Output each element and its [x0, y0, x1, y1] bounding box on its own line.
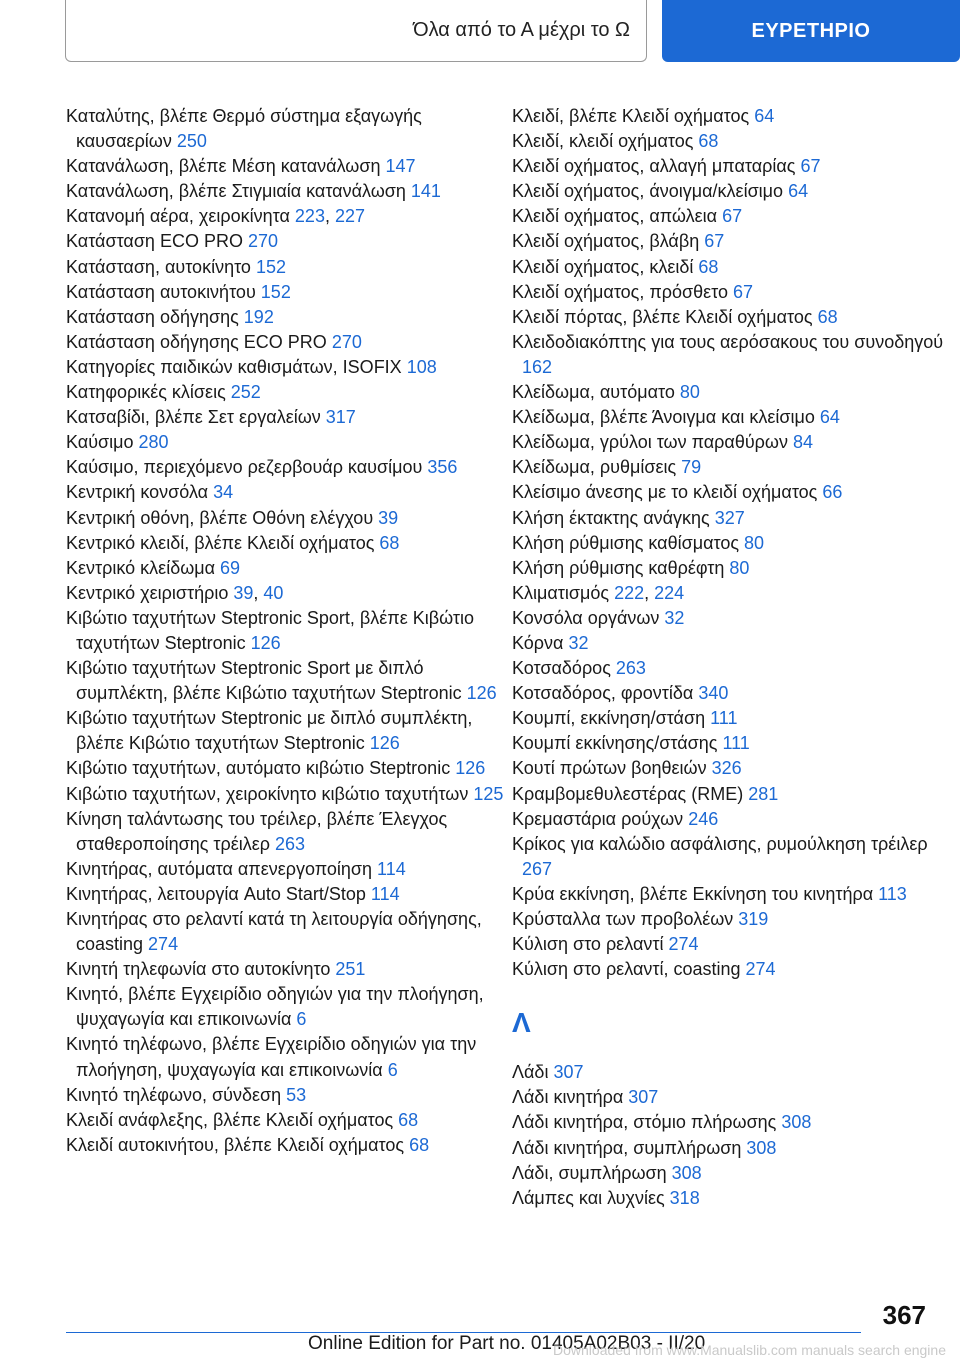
index-entry [512, 129, 952, 154]
index-entry-text: Κλήση ρύθμισης καθρέφτη [512, 557, 730, 578]
page-link[interactable]: 84 [792, 432, 814, 453]
index-entry: Κεντρικό χειριστήριο 39, 40 [66, 582, 284, 603]
index-entry-text: Καταλύτης, βλέπε Θερμό σύστημα εξαγωγής καυσαερίων [66, 106, 422, 152]
index-entry [66, 782, 506, 807]
index-entry [512, 907, 952, 932]
page-link[interactable]: 6 [296, 1009, 307, 1030]
index-entry-text: Κλειδί οχήματος, άνοιγμα/κλείσιμο [512, 181, 789, 202]
page-link[interactable]: 68 [698, 256, 719, 277]
index-entry [66, 179, 506, 204]
page-link[interactable]: 114 [377, 858, 406, 879]
index-entry-text: Κραμβομεθυλεστέρας (RME) [512, 783, 749, 804]
index-entry-text: Κλιματισμός [512, 582, 615, 603]
page-link[interactable]: 274 [668, 934, 699, 955]
index-entry-text: Κρύα εκκίνηση, βλέπε Εκκίνηση του κινητήρα [512, 883, 879, 904]
index-entry [66, 957, 506, 982]
page-link[interactable]: 270 [331, 331, 362, 352]
page-link[interactable]: 274 [745, 959, 776, 980]
page-link[interactable]: 267 [522, 858, 553, 879]
index-entry-text: Κονσόλα οργάνων [512, 607, 665, 628]
index-entry [512, 656, 952, 681]
index-entry-text: Λάμπες και λυχνίες [512, 1187, 670, 1208]
page-link[interactable]: 141 [410, 181, 441, 202]
page-link[interactable]: 126 [455, 758, 486, 779]
page-link[interactable]: 308 [671, 1162, 702, 1183]
page-link[interactable]: 327 [714, 507, 745, 528]
index-entry [66, 355, 506, 380]
page-link[interactable]: 356 [427, 457, 458, 478]
index-entry-text: Κατσαβίδι, βλέπε Σετ εργαλείων [66, 407, 326, 428]
index-entry [66, 531, 506, 556]
index-entry [66, 154, 506, 179]
index-entry-text: Λάδι κινητήρα, στόμιο πλήρωσης [512, 1112, 782, 1133]
index-entry [512, 1085, 952, 1110]
index-entry-text: Κλείσιμο άνεσης με το κλειδί οχήματος [512, 482, 823, 503]
index-entry [512, 154, 952, 179]
index-entry [512, 204, 952, 229]
index-entry-text: Λάδι κινητήρα, συμπλήρωση [512, 1137, 747, 1158]
page-link[interactable]: 64 [754, 106, 775, 126]
page-link[interactable]: 250 [176, 131, 207, 152]
index-entry [66, 430, 506, 455]
page-link[interactable]: 111 [722, 733, 750, 754]
index-entry [66, 1133, 506, 1158]
page-link[interactable]: 227 [334, 206, 366, 227]
page-link[interactable]: 192 [243, 306, 274, 327]
page-link[interactable]: 68 [817, 306, 838, 327]
index-entry-text: Κουτί πρώτων βοηθειών [512, 758, 712, 779]
index-entry [512, 932, 952, 957]
page-link[interactable]: 64 [819, 407, 840, 428]
index-entry-text: Κύλιση στο ρελαντί [512, 934, 669, 955]
index-entry-text: Κλήση έκτακτης ανάγκης [512, 507, 715, 528]
index-entry-text: Κεντρική κονσόλα [66, 482, 214, 503]
index-entry [512, 1136, 952, 1161]
index-entry-text: Κουμπί εκκίνησης/στάσης [512, 733, 723, 754]
page-number: 367 [882, 1300, 926, 1330]
page-link[interactable]: 126 [250, 632, 281, 653]
index-entry [512, 606, 952, 631]
page-link[interactable]: 319 [738, 909, 769, 929]
index-entry-text: Κατανάλωση, βλέπε Στιγμιαία κατανάλωση [66, 181, 411, 202]
page-link[interactable]: 162 [522, 356, 553, 377]
index-entry [512, 255, 952, 280]
index-entry-text: Κιβώτιο ταχυτήτων Steptronic Sport με διπλό συμπλέκτη, βλέπε Κιβώτιο ταχυτήτων Steptronic [66, 658, 467, 704]
index-entry-text: Κινητήρας στο ρελαντί κατά τη λειτουργία οδήγησης, coasting [66, 909, 482, 955]
index-entry [512, 506, 952, 531]
page-link[interactable]: 126 [466, 683, 497, 704]
index-entry [512, 305, 952, 330]
page-link[interactable]: 68 [398, 1109, 419, 1130]
index-entry [512, 706, 952, 731]
index-entry-text: Κλειδί αυτοκινήτου, βλέπε Κλειδί οχήματος [66, 1134, 410, 1155]
index-entry-text: Κλειδοδιακόπτης για τους αερόσακους του συνοδηγού [512, 331, 944, 352]
index-entry [66, 807, 506, 857]
page-link[interactable]: 274 [148, 934, 179, 955]
index-entry [66, 305, 506, 330]
index-entry-text: Κατάσταση οδήγησης [66, 306, 244, 327]
page-link[interactable]: 67 [704, 231, 725, 252]
index-entry-text: Κλειδί ανάφλεξης, βλέπε Κλειδί οχήματος [66, 1109, 399, 1130]
index-entry [66, 857, 506, 882]
index-entry [66, 606, 506, 656]
index-entry-text: Κινητό τηλέφωνο, βλέπε Εγχειρίδιο οδηγιών για την πλοήγηση, ψυχαγωγία και επικοινωνία [66, 1034, 477, 1080]
index-column-right [512, 104, 952, 1211]
index-entry: Κλιματισμός 222, 224 [512, 582, 685, 603]
page-link[interactable]: 251 [335, 959, 366, 980]
page-link[interactable]: 224 [654, 582, 685, 603]
index-entry [66, 1108, 506, 1133]
index-entry-text: Κλειδί πόρτας, βλέπε Κλειδί οχήματος [512, 306, 818, 327]
index-entry [512, 1060, 952, 1085]
page-link[interactable]: 280 [138, 432, 169, 453]
page-link[interactable]: 270 [247, 231, 279, 252]
index-entry-text: Κιβώτιο ταχυτήτων Steptronic με διπλό συμπλέκτη, βλέπε Κιβώτιο ταχυτήτων Steptronic [66, 708, 473, 754]
index-entry-text: Κλειδί οχήματος, βλάβη [512, 231, 705, 252]
page-link[interactable]: 40 [263, 582, 284, 603]
page-link[interactable]: 80 [679, 382, 700, 403]
index-entry [512, 480, 952, 505]
index-entry-text: Κατάσταση οδήγησης ECO PRO [66, 331, 332, 352]
index-entry [66, 380, 506, 405]
index-entry-text: Κύλιση στο ρελαντί, coasting [512, 959, 746, 980]
page-link[interactable]: 308 [746, 1137, 777, 1158]
index-entry-text: Κεντρικό κλείδωμα [66, 557, 221, 578]
index-entry [66, 405, 506, 430]
page-link[interactable]: 39 [233, 582, 254, 603]
index-entry-text: Κρεμαστάρια ρούχων [512, 808, 689, 829]
page-link[interactable]: 67 [733, 281, 754, 302]
page-link[interactable]: 80 [729, 557, 750, 578]
index-entry-text: Κινητό τηλέφωνο, σύνδεση [66, 1084, 287, 1105]
index-entry [512, 380, 952, 405]
page-link[interactable]: 317 [325, 407, 356, 428]
index-entry-text: Κατάσταση ECO PRO [66, 231, 248, 252]
index-entry [512, 455, 952, 480]
page-link[interactable]: 126 [369, 733, 400, 754]
index-entry-text: Κατανάλωση, βλέπε Μέση κατανάλωση [66, 156, 386, 177]
index-entry [512, 832, 952, 882]
index-entry [512, 179, 952, 204]
page-link[interactable]: 53 [286, 1084, 307, 1105]
index-entry [512, 782, 952, 807]
tab-index[interactable] [662, 0, 960, 62]
page-link[interactable]: 263 [275, 833, 306, 854]
index-entry-text: Κινητήρας, αυτόματα απενεργοποίηση [66, 858, 378, 879]
page-link[interactable]: 152 [255, 256, 286, 277]
index-entry: Κατανομή αέρα, χειροκίνητα 223, 227 [66, 206, 366, 227]
page-link[interactable]: 67 [800, 156, 821, 177]
index-entry-text: Κλειδί οχήματος, αλλαγή μπαταρίας [512, 156, 801, 177]
index-entry [512, 1186, 952, 1211]
page-link[interactable]: 113 [878, 883, 907, 904]
index-entry-text: Κλειδί οχήματος, απώλεια [512, 206, 723, 227]
index-entry [512, 631, 952, 656]
index-entry-text: Λάδι, συμπλήρωση [512, 1162, 672, 1183]
index-entry [512, 330, 952, 380]
page-link[interactable]: 68 [698, 131, 719, 152]
index-entry-text: Κλειδί, βλέπε Κλειδί οχήματος [512, 106, 755, 126]
index-entry [512, 1161, 952, 1186]
index-entry [66, 656, 506, 706]
page-link[interactable]: 34 [213, 482, 234, 503]
index-entry-text: Κλειδί οχήματος, πρόσθετο [512, 281, 734, 302]
index-entry-text: Κρύσταλλα των προβολέων [512, 909, 739, 929]
index-entry-text: Κιβώτιο ταχυτήτων, χειροκίνητο κιβώτιο ταχυτήτων [66, 783, 474, 804]
index-entry-text: Κλήση ρύθμισης καθίσματος [512, 532, 745, 553]
index-entry [66, 907, 506, 957]
index-entry-text: Κουμπί, εκκίνηση/στάση [512, 708, 711, 729]
index-entry [66, 330, 506, 355]
page-link[interactable]: 307 [553, 1062, 584, 1083]
page-link[interactable]: 125 [473, 783, 504, 804]
index-entry-text: Κόρνα [512, 632, 569, 653]
page-link[interactable]: 222 [614, 582, 645, 603]
tab-a-to-z-label: Όλα από το Α μέχρι το Ω [413, 19, 630, 41]
index-entry-text: Κλείδωμα, αυτόματο [512, 382, 680, 403]
index-entry-text: Κεντρική οθόνη, βλέπε Οθόνη ελέγχου [66, 507, 379, 528]
index-entry [66, 506, 506, 531]
page-link[interactable]: 152 [260, 281, 291, 302]
page-link[interactable]: 79 [681, 457, 702, 478]
index-entry-text: Κοτσαδόρος, φροντίδα [512, 683, 699, 704]
index-entry-text: Κατηγορίες παιδικών καθισμάτων, ISOFIX [66, 356, 407, 377]
index-entry-text: Κιβώτιο ταχυτήτων Steptronic Sport, βλέπε Κιβώτιο ταχυτήτων Steptronic [66, 607, 475, 653]
index-entry [512, 1110, 952, 1135]
page-link[interactable]: 32 [568, 632, 589, 653]
page-link[interactable]: 69 [220, 557, 241, 578]
index-entry [512, 280, 952, 305]
page-link[interactable]: 39 [378, 507, 399, 528]
index-entry-text: Κρίκος για καλώδιο ασφάλισης, ρυμούλκηση τρέιλερ [512, 833, 928, 854]
index-entry [512, 957, 952, 982]
index-entry [512, 756, 952, 781]
index-entry [512, 681, 952, 706]
index-entry [512, 531, 952, 556]
page-link[interactable]: 308 [781, 1112, 812, 1133]
tab-bar [65, 0, 960, 65]
page-link[interactable]: 263 [615, 658, 646, 679]
index-entry [512, 405, 952, 430]
index-entry [66, 706, 506, 756]
page-link[interactable]: 68 [409, 1134, 430, 1155]
page-link[interactable]: 246 [688, 808, 719, 829]
page-link[interactable]: 64 [788, 181, 809, 202]
page-link[interactable]: 68 [379, 532, 400, 553]
page-link[interactable]: 6 [387, 1059, 398, 1080]
watermark: Downloaded from www.Manualslib.com manuals search engine [553, 1342, 946, 1358]
page-link[interactable]: 223 [294, 206, 325, 227]
index-entry [66, 982, 506, 1032]
index-entry-text: Λάδι κινητήρα [512, 1087, 629, 1108]
page-link[interactable]: 318 [669, 1187, 700, 1208]
index-entry [66, 104, 506, 154]
index-entry-text: Κατάσταση, αυτοκίνητο [66, 256, 256, 277]
index-entry-text: Καύσιμο, περιεχόμενο ρεζερβουάρ καυσίμου [66, 457, 428, 478]
index-entry-text: Κλείδωμα, γρύλοι των παραθύρων [512, 432, 793, 453]
page-link[interactable]: 340 [698, 683, 729, 704]
index-entry-text: Κατηφορικές κλίσεις [66, 382, 231, 403]
index-entry [66, 229, 506, 254]
index-entry [512, 430, 952, 455]
index-entry-text: Κλειδί οχήματος, κλειδί [512, 256, 699, 277]
index-entry [66, 1032, 506, 1082]
index-entry [66, 756, 506, 781]
tab-index-label: ΕΥΡΕΤΗΡΙΟ [751, 19, 871, 42]
index-entry-text: Κλειδί, κλειδί οχήματος [512, 131, 699, 152]
index-entry [512, 731, 952, 756]
index-entry-text: Λάδι [512, 1062, 554, 1083]
page-link[interactable]: 67 [722, 206, 743, 227]
index-entry-text: Κλείδωμα, ρυθμίσεις [512, 457, 682, 478]
index-entry-text: Κινητή τηλεφωνία στο αυτοκίνητο [66, 959, 336, 980]
index-entry-text: Κατανομή αέρα, χειροκίνητα [66, 206, 295, 227]
page-link[interactable]: 32 [664, 607, 685, 628]
index-entry [66, 480, 506, 505]
index-entry [512, 556, 952, 581]
index-entry [66, 1083, 506, 1108]
index-entry [512, 882, 952, 907]
index-entry-text: Κλείδωμα, βλέπε Άνοιγμα και κλείσιμο [512, 407, 820, 428]
index-column-left [66, 104, 506, 1158]
page-link[interactable]: 326 [711, 758, 742, 779]
page-link[interactable]: 252 [230, 382, 261, 403]
index-entry [66, 255, 506, 280]
page-link[interactable]: 114 [370, 883, 400, 904]
index-entry [512, 807, 952, 832]
index-entry [66, 882, 506, 907]
page-link[interactable]: 66 [822, 482, 843, 503]
index-entry-text: Κεντρικό κλειδί, βλέπε Κλειδί οχήματος [66, 532, 380, 553]
footer-edition: Online Edition for Part no. 01405A02B03 - II/20 [308, 1333, 706, 1354]
index-entry [512, 229, 952, 254]
tab-a-to-z[interactable] [65, 0, 647, 62]
index-entry [66, 280, 506, 305]
index-entry-text: Κινητήρας, λειτουργία Auto Start/Stop [66, 883, 371, 904]
index-entry [512, 104, 952, 129]
page-link[interactable]: 147 [385, 156, 416, 177]
index-entry-text: Κινητό, βλέπε Εγχειρίδιο οδηγιών για την πλοήγηση, ψυχαγωγία και επικοινωνία [66, 984, 484, 1030]
index-entry-text: Κοτσαδόρος [512, 658, 616, 679]
page-link[interactable]: 80 [744, 532, 765, 553]
index-entry [66, 455, 506, 480]
page-link[interactable]: 108 [406, 356, 437, 377]
index-entry-text: Κίνηση ταλάντωσης του τρέιλερ, βλέπε Έλεγχος σταθεροποίησης τρέιλερ [66, 808, 448, 854]
index-entry-text: Κεντρικό χειριστήριο [66, 582, 234, 603]
index-entry [66, 556, 506, 581]
page-link[interactable]: 111 [710, 708, 738, 729]
index-entry-text: Καύσιμο [66, 432, 139, 453]
page-link[interactable]: 307 [628, 1087, 659, 1108]
page-link[interactable]: 281 [748, 783, 779, 804]
index-entry-text: Κατάσταση αυτοκινήτου [66, 281, 261, 302]
section-letter: Λ [512, 1007, 531, 1039]
index-entry-text: Κιβώτιο ταχυτήτων, αυτόματο κιβώτιο Steptronic [66, 758, 456, 779]
